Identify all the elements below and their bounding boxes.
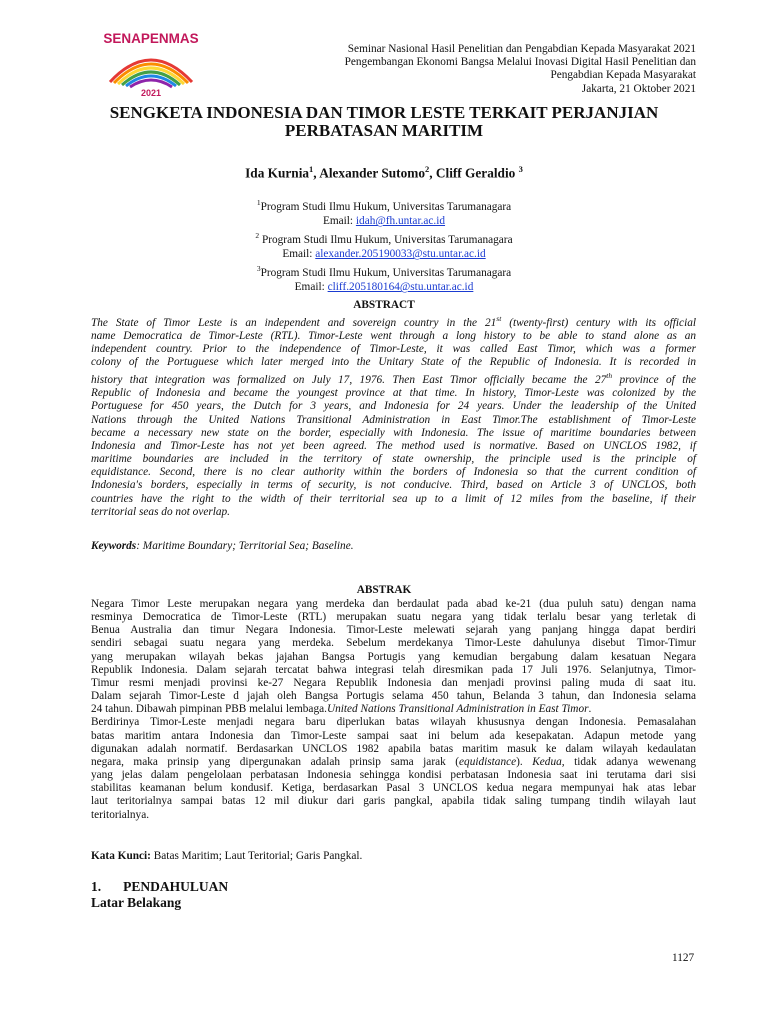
conference-logo <box>96 26 206 100</box>
title-line: PERBATASAN MARITIM <box>284 121 484 140</box>
abstrak-line: resminya Democratica de Timor-Leste (RTL) merupakan suatu negara yang tidak terlalu besar yang terletak di <box>91 611 696 624</box>
abstrak-line: Timur resmi menjadi provinsi ke-27 Negara Republik Indonesia dan menjadi provinsi paling muda di saat itu. <box>91 676 696 689</box>
abstract-line: territorial seas do not overlap. <box>91 505 231 518</box>
section-subtitle: Latar Belakang <box>91 895 182 910</box>
abstract-line: history that integration was formalized on July 17, 1976. Then East Timor officially became the 27th province of the <box>91 371 697 387</box>
abstract-line: maritime boundaries are included in the territory of state ownership, the principle used is the principle of <box>91 453 696 466</box>
affil-sup: 1 <box>256 198 261 207</box>
title-line: SENGKETA INDONESIA DAN TIMOR LESTE TERKAIT PERJANJIAN <box>109 103 659 122</box>
author-name: Cliff Geraldio <box>435 165 516 181</box>
abstract-line: Indonesia and Timor-Leste has not yet been agreed. The method used is normative. Based on UNCLOS 1982, if <box>91 439 696 452</box>
keywords-text: : Maritime Boundary; Territorial Sea; Baseline. <box>136 540 354 552</box>
affil-text: Program Studi Ilmu Hukum, Universitas Tarumanagara <box>259 233 513 246</box>
abstrak-line: stabilitas keamanan belum kondusif. Ketiga, berdasarkan Pasal 3 UNCLOS kedua negara mempunyai hak atas lebar <box>91 782 696 795</box>
abstract-line: colony of the Portuguese which later merged into the Unitary State of the Republic of Indonesia. It is recorded in <box>91 356 696 369</box>
keywords <box>91 540 354 552</box>
abstract-line: countries have the right to the width of their territorial sea up to a limit of 12 miles from the baseline, if their <box>91 492 696 505</box>
abstrak-line: negara, maka prinsip yang dipergunakan adalah prinsip sama jarak (equidistance). Kedua, tidak adanya wewenang <box>91 755 696 768</box>
email-label: Email: <box>322 215 356 228</box>
abstrak-line: Benua Australia dan timur Negara Indonesia. Timor-Leste melewati sejarah yang panjang hingga dapat berdiri <box>91 624 696 637</box>
affil-text: Program Studi Ilmu Hukum, Universitas Tarumanagara <box>260 200 512 213</box>
abstrak-line: sendiri sebagai suatu negara yang merdeka. Sebelum merdekanya Timor-Leste dahulunya disebut Timor-Timur <box>91 637 696 650</box>
abstract-line: Portuguese for 450 years, the Dutch for 3 years, and Indonesia for 24 years. Under the leadership of the United <box>91 400 696 413</box>
abstrak-line: Berdirinya Timor-Leste menjadi negara baru diperlukan batas wilayah khususnya dengan Indonesia. Pemasalahan <box>91 716 696 729</box>
kata-kunci <box>91 850 362 862</box>
author-sup: 1 <box>309 164 314 174</box>
conference-line: Seminar Nasional Hasil Penelitian dan Pengabdian Kepada Masyarakat 2021 <box>347 43 696 55</box>
paper-title <box>80 104 688 140</box>
rainbow-logo-icon <box>96 26 206 100</box>
abstract-line: Indonesia's borders, especially in terms of security, is not conducive. Third, based on Article 3 of UNCLOS, both <box>91 479 696 492</box>
abstrak-line: 24 tahun. Dibawah pimpinan PBB melalui lembaga.United Nations Transitional Administration in East Timor. <box>91 703 592 716</box>
author-name: Alexander Sutomo <box>319 165 425 181</box>
abstrak-line: teritorialnya. <box>91 808 150 821</box>
abstrak-line: yang jelas dalam pengelolaan perbatasan Indonesia sehingga kondisi perbatasan Indonesia saat ini terutama dari sisi <box>91 769 696 782</box>
affil-text: Program Studi Ilmu Hukum, Universitas Tarumanagara <box>260 266 512 279</box>
abstract-line: Republic of Indonesia and became the youngest province at that time. In history, Timor-Leste was colonized by the <box>91 387 696 400</box>
abstrak-line: Dalam sejarah Timor-Leste d jajah oleh Bangsa Portugis selama 450 tahun, Belanda 3 tahun, dan Indonesia selama <box>91 690 696 703</box>
keywords-label: Keywords <box>91 540 137 552</box>
abstrak-line: laut teritorialnya sampai batas 12 mil diukur dari garis pangkal, apabila tidak saling tumpang tindih wilayah laut <box>91 795 696 808</box>
abstrak-line: Negara Timor Leste merupakan negara yang merdeka dan berdaulat pada abad ke-21 (dua puluh satu) dengan nama <box>91 598 696 610</box>
abstrak-line: yang merupakan wilayah bekas jajahan Bangsa Portugis yang kemudian bergabung dalam kesatuan Negara <box>91 650 696 663</box>
abstract-line: equidistance. Second, there is no clear authority within the borders of Indonesia so that the current condition of <box>91 466 696 479</box>
affil-sup: 2 <box>255 230 260 240</box>
conference-line: Pengabdian Kepada Masyarakat <box>550 69 696 82</box>
author-sup: 2 <box>424 164 430 174</box>
kata-kunci-text: Batas Maritim; Laut Teritorial; Garis Pangkal. <box>150 850 363 862</box>
logo-text: SENAPENMAS <box>103 31 199 46</box>
section-heading <box>91 879 228 895</box>
email-label: Email: <box>282 248 316 261</box>
abstract-line: became a necessary new state on the border, especially with Indonesia. The issue of maritime boundaries between <box>91 426 696 439</box>
abstract-heading: ABSTRACT <box>353 299 415 311</box>
conference-header <box>296 43 696 96</box>
author-list: Ida Kurnia$^1$, Alexander Sutomo$^2$, Cliff Geraldio $^3$ <box>245 164 523 181</box>
section-number: 1. <box>91 879 102 894</box>
abstrak-heading: ABSTRAK <box>356 584 412 596</box>
abstrak-line: digunakan adalah normatif. Berdasarkan UNCLOS 1982 apabila batas maritim masuk ke dalam wilayah kedaulatan <box>91 742 696 755</box>
abstrak-line: Republik Indonesia. Dalam sejarah tercatat bahwa integrasi telah diresmikan pada 17 Juli 1976. Selanjutnya, Timor- <box>91 663 696 676</box>
abstract-line: name Democratica de Timor-Leste (RTL). Timor-Leste went through a long history to be able to stand alone as an <box>91 329 696 342</box>
email-label: Email: <box>294 281 328 294</box>
author-sup: 3 <box>518 164 523 174</box>
abstract-line: independent country. Prior to the independence of Timor-Leste, it was called East Timor, which was a former <box>91 343 696 356</box>
conference-line: Pengembangan Ekonomi Bangsa Melalui Inovasi Digital Hasil Penelitian dan <box>344 56 696 69</box>
email-link[interactable]: idah@fh.untar.ac.id <box>355 215 446 228</box>
abstrak-line: batas maritim antara Indonesia dan Timor-Leste sampai saat ini belum ada kesepakatan. Adapun metode yang <box>91 729 696 742</box>
affil-sup: 3 <box>256 263 261 273</box>
kata-kunci-label: Kata Kunci: <box>91 850 151 862</box>
abstract-line: Nations through the United Nations Transitional Administration in East Timor.The establishment of Timor-Leste <box>91 413 696 426</box>
email-link[interactable]: cliff.205180164@stu.untar.ac.id <box>327 281 474 294</box>
logo-year: 2021 <box>140 88 162 98</box>
author-name: Ida Kurnia <box>245 165 310 181</box>
section-title: PENDAHULUAN <box>123 879 229 894</box>
abstract-body <box>91 312 696 519</box>
email-link[interactable]: alexander.205190033@stu.untar.ac.id <box>315 248 486 261</box>
abstrak-body <box>91 598 696 822</box>
conference-line: Jakarta, 21 Oktober 2021 <box>581 82 696 95</box>
abstract-line: The State of Timor Leste is an independent and sovereign country in the 21st (twenty-first) century with its official <box>91 314 696 329</box>
affiliations <box>80 196 688 295</box>
page-number: 1127 <box>672 952 695 964</box>
